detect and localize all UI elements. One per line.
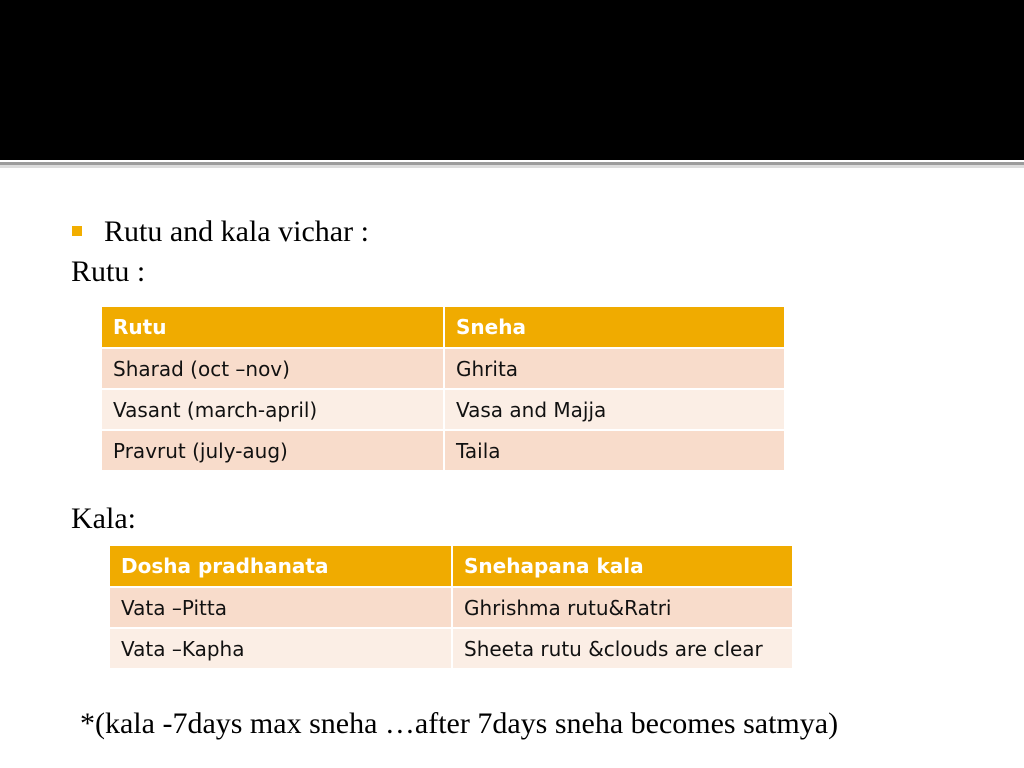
table-cell: Pravrut (july-aug): [102, 430, 444, 471]
rutu-heading: Rutu :: [71, 255, 146, 288]
table-cell: Vasa and Majja: [444, 389, 785, 430]
table-row: [110, 587, 793, 628]
kala-heading: Kala:: [71, 502, 136, 535]
table-cell: Sharad (oct –nov): [102, 348, 444, 389]
table-row: [102, 430, 785, 471]
table-row: [102, 348, 785, 389]
table-cell: Vata –Kapha: [110, 628, 452, 669]
table-row: [110, 628, 793, 669]
footnote: *(kala -7days max sneha …after 7days sneha becomes satmya): [80, 707, 839, 740]
bullet-text: Rutu and kala vichar :: [104, 215, 369, 248]
table-cell: Sheeta rutu &clouds are clear: [452, 628, 793, 669]
table-header-row: [102, 307, 785, 348]
column-header: Rutu: [102, 307, 444, 348]
table-cell: Ghrishma rutu&Ratri: [452, 587, 793, 628]
kala-table: [110, 546, 794, 670]
table-row: [102, 389, 785, 430]
column-header: Snehapana kala: [452, 546, 793, 587]
column-header: Dosha pradhanata: [110, 546, 452, 587]
table-cell: Taila: [444, 430, 785, 471]
bullet-item: [72, 212, 369, 252]
table-header-row: [110, 546, 793, 587]
title-band: [0, 0, 1024, 160]
table-cell: Vata –Pitta: [110, 587, 452, 628]
title-band-divider: [0, 160, 1024, 168]
rutu-table: [102, 307, 786, 472]
square-bullet-icon: [72, 226, 82, 236]
table-cell: Ghrita: [444, 348, 785, 389]
column-header: Sneha: [444, 307, 785, 348]
table-cell: Vasant (march-april): [102, 389, 444, 430]
